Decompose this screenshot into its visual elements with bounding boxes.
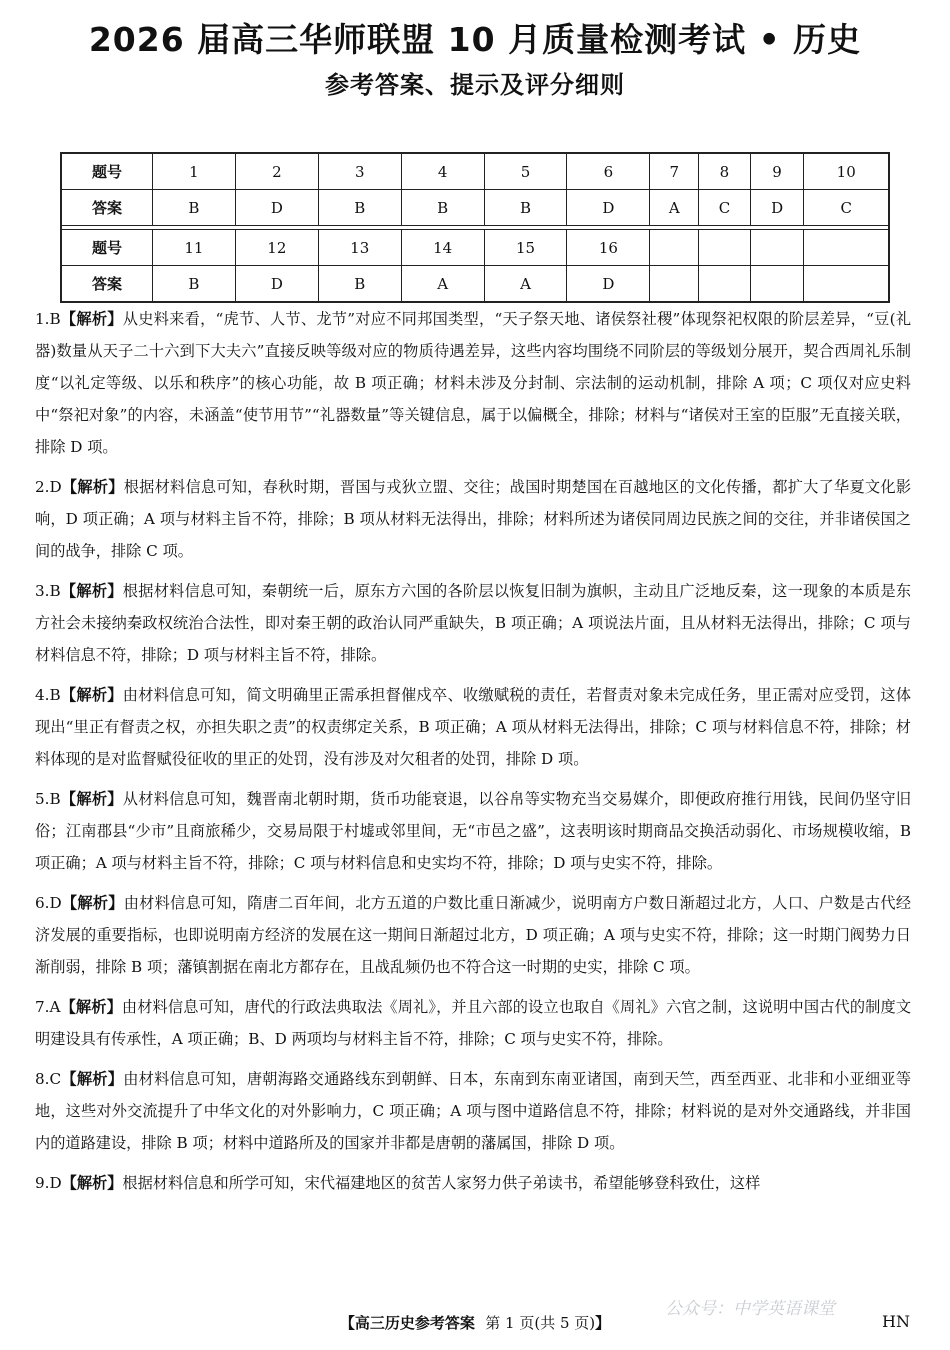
explanations <box>35 303 911 1207</box>
item-number: 5.B <box>35 790 61 808</box>
question-number: 1 <box>153 153 236 190</box>
question-number: 16 <box>567 230 650 266</box>
footer-close: 】 <box>595 1314 611 1332</box>
question-number <box>804 230 889 266</box>
item-number: 1.B <box>35 310 61 328</box>
question-number: 11 <box>153 230 236 266</box>
answer-cell: A <box>650 190 699 226</box>
question-number: 13 <box>318 230 401 266</box>
answer-cell: A <box>401 266 484 303</box>
explanation-item <box>35 303 911 463</box>
item-text: 由材料信息可知，唐朝海路交通路线东到朝鲜、日本，东南到东南亚诸国，南到天竺，西至西亚、北非和小亚细亚等地，这些对外交流提升了中华文化的对外影响力，C 项正确；A 项与图中道路信息不符，排除；材料说的是对外交通路线，并非国内的道路建设，排除 B 项；材料中道路所及的国家并非都是唐朝的藩属国，排除 D 项。 <box>35 1070 912 1152</box>
answer-cell: D <box>567 266 650 303</box>
answer-cell <box>699 266 751 303</box>
item-text: 由材料信息可知，简文明确里正需承担督催戍卒、收缴赋税的责任，若督责对象未完成任务，里正需对应受罚，这体现出“里正有督责之权，亦担失职之责”的权责绑定关系，B 项正确；A 项从材料无法得出，排除；C 项与材料信息不符，排除；材料体现的是对监督赋役征收的里正的处罚，没有涉及对欠租者的处罚，排除 D 项。 <box>35 686 912 768</box>
analysis-tag: 【解析】 <box>61 894 124 912</box>
answer-cell: C <box>699 190 751 226</box>
explanation-item <box>35 1063 911 1159</box>
answer-cell: D <box>235 190 318 226</box>
question-number: 6 <box>567 153 650 190</box>
answer-cell: C <box>804 190 889 226</box>
row-label-answer: 答案 <box>61 266 153 303</box>
question-number: 2 <box>235 153 318 190</box>
explanation-item <box>35 679 911 775</box>
explanation-item <box>35 887 911 983</box>
analysis-tag: 【解析】 <box>61 1070 124 1088</box>
row-label-answer: 答案 <box>61 190 153 226</box>
question-number: 8 <box>699 153 751 190</box>
question-number: 12 <box>235 230 318 266</box>
footer-label: 【高三历史参考答案 <box>339 1314 475 1332</box>
analysis-tag: 【解析】 <box>61 478 124 496</box>
question-number: 5 <box>484 153 567 190</box>
watermark: 公众号：中学英语课堂 <box>665 1299 835 1319</box>
row-label-question: 题号 <box>61 230 153 266</box>
answer-cell <box>804 266 889 303</box>
explanation-item <box>35 1167 911 1199</box>
question-number: 14 <box>401 230 484 266</box>
item-number: 4.B <box>35 686 61 704</box>
region-code: HN <box>882 1312 910 1331</box>
answer-cell: D <box>235 266 318 303</box>
item-number: 2.D <box>35 478 62 496</box>
page-footer <box>0 1312 950 1333</box>
explanation-item <box>35 783 911 879</box>
answer-cell: D <box>750 190 804 226</box>
question-number: 9 <box>750 153 804 190</box>
answer-cell: B <box>401 190 484 226</box>
question-number: 10 <box>804 153 889 190</box>
answer-table <box>60 152 890 303</box>
answer-cell: B <box>153 190 236 226</box>
answer-cell: B <box>318 190 401 226</box>
answer-cell: D <box>567 190 650 226</box>
item-text: 根据材料信息可知，秦朝统一后，原东方六国的各阶层以恢复旧制为旗帜，主动且广泛地反秦，这一现象的本质是东方社会未接纳秦政权统治合法性，即对秦王朝的政治认同严重缺失，B 项正确；A 项说法片面，且从材料无法得出，排除；C 项与材料信息不符，排除；D 项与材料主旨不符，排除。 <box>35 582 912 664</box>
analysis-tag: 【解析】 <box>60 310 123 328</box>
question-number: 3 <box>318 153 401 190</box>
item-text: 由材料信息可知，唐代的行政法典取法《周礼》，并且六部的设立也取自《周礼》六官之制，这说明中国古代的制度文明建设具有传承性，A 项正确；B、D 两项均与材料主旨不符，排除；C 项与史实不符，排除。 <box>35 998 912 1048</box>
item-text: 根据材料信息可知，春秋时期，晋国与戎狄立盟、交往；战国时期楚国在百越地区的文化传播，都扩大了华夏文化影响，D 项正确；A 项与材料主旨不符，排除；B 项从材料无法得出，排除；材料所述为诸侯同周边民族之间的交往，并非诸侯国之间的战争，排除 C 项。 <box>35 478 912 560</box>
item-text: 由材料信息可知，隋唐二百年间，北方五道的户数比重日渐减少，说明南方户数日渐超过北方，人口、户数是古代经济发展的重要指标，也即说明南方经济的发展在这一期间日渐超过北方，D 项正确；A 项与史实不符，排除；这一时期门阀势力日渐削弱，排除 B 项；藩镇割据在南北方都存在，且战乱频仍也不符合这一时期的史实，排除 C 项。 <box>35 894 912 976</box>
item-text: 从材料信息可知，魏晋南北朝时期，货币功能衰退，以谷帛等实物充当交易媒介，即便政府推行用钱，民间仍坚守旧俗；江南郡县“少市”且商旅稀少，交易局限于村墟或邻里间，无“市邑之盛”，这表明该时期商品交换活动弱化、市场规模收缩，B 项正确；A 项与材料主旨不符，排除；C 项与材料信息和史实均不符，排除；D 项与史实不符，排除。 <box>35 790 912 872</box>
item-number: 9.D <box>35 1174 62 1192</box>
table-row <box>61 230 889 266</box>
table-row <box>61 190 889 226</box>
page-title: 2026 届高三华师联盟 10 月质量检测考试 • 历史 <box>88 20 862 59</box>
item-number: 8.C <box>35 1070 62 1088</box>
analysis-tag: 【解析】 <box>60 998 122 1016</box>
explanation-item <box>35 471 911 567</box>
answer-cell <box>750 266 804 303</box>
explanation-item <box>35 575 911 671</box>
question-number: 7 <box>650 153 699 190</box>
row-label-question: 题号 <box>61 153 153 190</box>
answer-cell: B <box>318 266 401 303</box>
question-number <box>650 230 699 266</box>
question-number <box>750 230 804 266</box>
page-number: 第 1 页(共 5 页) <box>485 1314 596 1332</box>
analysis-tag: 【解析】 <box>60 686 123 704</box>
question-number <box>699 230 751 266</box>
table-row <box>61 266 889 303</box>
item-text: 从史料来看，“虎节、人节、龙节”对应不同邦国类型，“天子祭天地、诸侯祭社稷”体现祭祀权限的阶层差异，“豆(礼器)数量从天子二十六到下大夫六”直接反映等级对应的物质待遇差异，这些内容均围绕不同阶层的等级划分展开，契合西周礼乐制度“以礼定等级、以乐和秩序”的核心功能，故 B 项正确；材料未涉及分封制、宗法制的运动机制，排除 A 项；C 项仅对应史料中“祭祀对象”的内容，未涵盖“使节用节”“礼器数量”等关键信息，属于以偏概全，排除；材料与“诸侯对王室的臣服”无直接关联，排除 D 项。 <box>35 310 912 456</box>
item-text: 根据材料信息和所学可知，宋代福建地区的贫苦人家努力供子弟读书，希望能够登科致仕，这样 <box>122 1174 761 1192</box>
item-number: 6.D <box>35 894 62 912</box>
page-subtitle: 参考答案、提示及评分细则 <box>325 71 625 99</box>
item-number: 7.A <box>35 998 61 1016</box>
question-number: 4 <box>401 153 484 190</box>
question-number: 15 <box>484 230 567 266</box>
analysis-tag: 【解析】 <box>60 582 123 600</box>
answer-cell: B <box>153 266 236 303</box>
answer-cell <box>650 266 699 303</box>
item-number: 3.B <box>35 582 61 600</box>
answer-cell: B <box>484 190 567 226</box>
explanation-item <box>35 991 911 1055</box>
analysis-tag: 【解析】 <box>61 1174 123 1192</box>
table-row <box>61 153 889 190</box>
answer-cell: A <box>484 266 567 303</box>
analysis-tag: 【解析】 <box>60 790 123 808</box>
